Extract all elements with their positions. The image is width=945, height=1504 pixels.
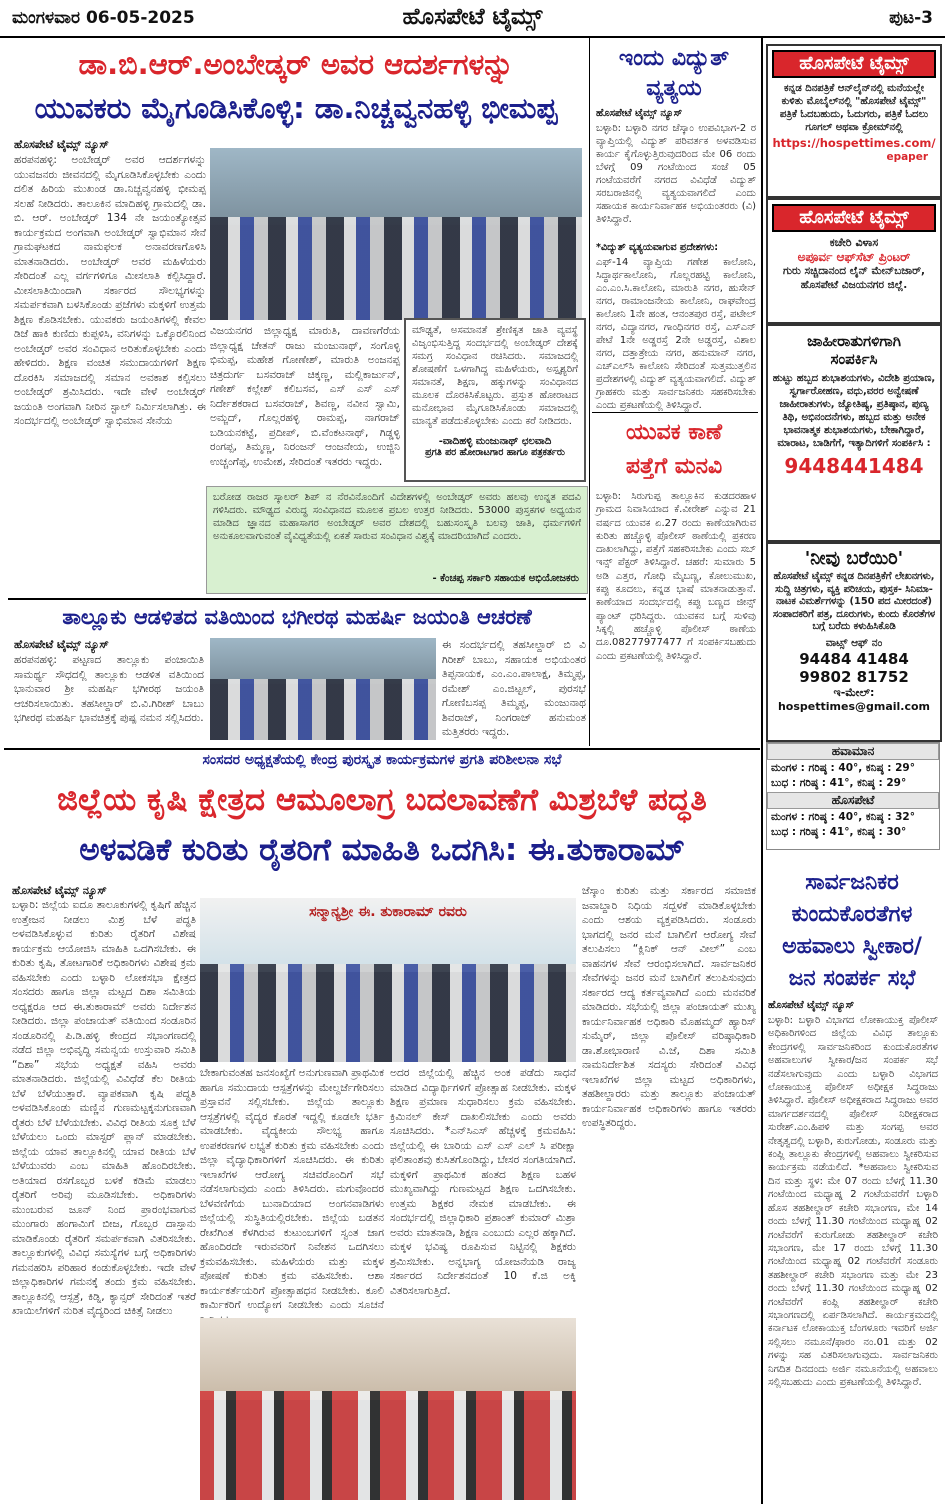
article1-highlight-author: - ಕೆಂಚಪ್ಪ ಸರ್ಕಾರಿ ಸಹಾಯಕ ಅಭಿಯೋಜಕರು: [432, 573, 579, 584]
article1-quote-text: ಮೌಢ್ಯತೆ, ಅಸಮಾನತೆ ಶ್ರೇಣಿಕೃತ ಜಾತಿ ವ್ಯವಸ್ಥೆ ವಿಜೃಂಭಿಸುತ್ತಿದ್ದ ಸಂದರ್ಭದಲ್ಲಿ ಅಂಬೇಡ್ಕರ್ ದೇಶಕ್ಕೆ ಸಮಗ್ರ ಸಂವಿಧಾನ ರಚಿಸಿದರು. ಸಮಾಜದಲ್ಲಿ ಶೋಷಣೆಗೆ ಒಳಗಾಗಿದ್ದ ಮಹಿಳೆಯರು, ಅಸ್ಪೃಶ್ಯರಿಗೆ ಸಮಾನತೆ, ಶಿಕ್ಷಣ, ಹಕ್ಕುಗಳನ್ನು ಸಂವಿಧಾನದ ಮೂಲಕ ದೊರಕಿಸಿಕೊಟ್ಟರು. ಪ್ರಸ್ತುತ ಹೋರಾಟದ ಮನೋಭಾವ ಮೈಗೂಡಿಸಿಕೊಂಡು ಸಮಾಜದಲ್ಲಿ ಮಾನ್ಯತೆ ಪಡೆದುಕೊಳ್ಳಬೇಕು ಎಂದು ಕರೆ ನೀಡಿದರು.: [412, 325, 578, 427]
missing-headline-line1: ಯುವಕ ಕಾಣೆ: [626, 420, 722, 445]
public-headline-line4: ಜನ ಸಂಪರ್ಕ ಸಭೆ: [788, 966, 916, 991]
photo-background: [210, 638, 436, 684]
photo-banner-text: ಸನ್ಮಾನ್ಯಶ್ರೀ ಈ. ತುಕಾರಾಮ್ ರವರು: [309, 904, 467, 920]
masthead: [0, 0, 945, 38]
separator: [592, 412, 758, 413]
article1-byline: ಹೊಸಪೇಟೆ ಟೈಮ್ಸ್ ನ್ಯೂಸ್: [14, 138, 109, 151]
article3-text-col4: ಜೆಸ್ಕಾಂ ಕುರಿತು ಮತ್ತು ಸರ್ಕಾರದ ಸಮಾಜಿಕ ಜವಾಬ್ದಾರಿ ನಿಧಿಯ ಸದ್ಬಳಕೆ ಮಾಡಿಕೊಳ್ಳಬೇಕು ಎಂದು ಆಶಯ ವ್ಯಕ್ತಪಡಿಸಿದರು. ಸಂಡೂರು ಭಾಗದಲ್ಲಿ ಜನರ ಮನೆ ಬಾಗಿಲಿಗೆ ಆರೋಗ್ಯ ಸೇವೆ ತಲುಪಿಸಲು “ಕ್ಲಿನಿಕ್ ಆನ್ ವೀಲ್” ಎಂಬ ವಾಹನಗಳ ಸೇವೆ ಆರಂಭಿಸಲಾಗಿದೆ. ಸಾರ್ವಜನಿಕರ ಸೇವೆಗಳನ್ನು ಜನರ ಮನೆ ಬಾಗಿಲಿಗೆ ತಲುಪಿಸುವುದು ಸರ್ಕಾರದ ಆದ್ಯ ಕರ್ತವ್ಯವಾಗಿದೆ ಎಂದು ಮನವರಿಕೆ ಮಾಡಿದರು. ಸಭೆಯಲ್ಲಿ ಜಿಲ್ಲಾ ಪಂಚಾಯತ್ ಮುಖ್ಯ ಕಾರ್ಯನಿರ್ವಾಹಕ ಅಧಿಕಾರಿ ಮೊಹಮ್ಮದ್ ಹ್ಯಾರಿಸ್ ಸುಮೈರ್, ಜಿಲ್ಲಾ ಪೊಲೀಸ್ ವರಿಷ್ಠಾಧಿಕಾರಿ ಡಾ.ಶೋಭಾರಾಣಿ ವಿ.ಜೆ, ದಿಶಾ ಸಮಿತಿ ನಾಮನಿರ್ದೇಶಿತ ಸದಸ್ಯರು ಸೇರಿದಂತೆ ವಿವಿಧ ಇಲಾಖೆಗಳ ಜಿಲ್ಲಾ ಮಟ್ಟದ ಅಧಿಕಾರಿಗಳು, ತಹಶೀಲ್ದಾರರು ಮತ್ತು ತಾಲ್ಲೂಕು ಪಂಚಾಯತ್ ಕಾರ್ಯನಿರ್ವಾಹಕ ಅಧಿಕಾರಿಗಳು ಹಾಗೂ ಇತರರು ಉಪಸ್ಥಿತರಿದ್ದರು.: [582, 885, 756, 1129]
article1-highlight-box: [206, 486, 588, 594]
column-divider-mid: [589, 38, 590, 746]
ad-epaper-text: ಕನ್ನಡ ದಿನಪತ್ರಿಕೆ ಆನ್‌ಲೈನ್‌ನಲ್ಲಿ ಮನೆಯಲ್ಲೇ ಕುಳಿತು ಮೊಬೈಲ್‌ನಲ್ಲಿ "ಹೊಸಪೇಟೆ ಟೈಮ್ಸ್" ಪತ್ರಿಕೆ ಓದಬಹುದು, ಓದುಗರು, ಪತ್ರಿಕೆ ಓದಲು ಗೂಗಲ್ ಅಥವಾ ಕ್ರೋಮ್‌ನಲ್ಲಿ: [779, 83, 929, 133]
photo-crowd: [210, 217, 582, 320]
power-byline: ಹೊಸಪೇಟೆ ಟೈಮ್ಸ್ ನ್ಯೂಸ್: [596, 108, 683, 119]
ad-office-title: ಹೊಸಪೇಟೆ ಟೈಮ್ಸ್: [772, 204, 936, 232]
ad-epaper-url[interactable]: https://hospettimes.com/: [772, 136, 936, 150]
ad-write-title: 'ನೀವು ಬರೆಯಿರಿ': [804, 548, 904, 569]
ad-epaper-title: ಹೊಸಪೇಟೆ ಟೈಮ್ಸ್: [772, 50, 936, 78]
article3-kicker: ಸಂಸದರ ಅಧ್ಯಕ್ಷತೆಯಲ್ಲಿ ಕೇಂದ್ರ ಪುರಸ್ಕೃತ ಕಾರ್ಯಕ್ರಮಗಳ ಪ್ರಗತಿ ಪರಿಶೀಲನಾ ಸಭೆ: [202, 752, 562, 768]
photo-background: [200, 1318, 576, 1400]
page-number: ಪುಟ-3: [889, 8, 933, 28]
article3-text-col1: ಬಳ್ಳಾರಿ: ಜಿಲ್ಲೆಯ ಐದೂ ತಾಲೂಕುಗಳಲ್ಲಿ ಕೃಷಿಗೆ ಹೆಚ್ಚಿನ ಉತ್ತೇಜನ ನೀಡಲು ಮಿಶ್ರ ಬೆಳೆ ಪದ್ಧತಿ ಅಳವಡಿಸಿಕೊಳ್ಳುವ ಕುರಿತು ರೈತರಿಗೆ ವಿಶೇಷ ಕಾರ್ಯಕ್ರಮ ಆಯೋಜಿಸಿ ಮಾಹಿತಿ ಒದಗಿಸಬೇಕು. ಈ ಕುರಿತು ಕೃಷಿ, ತೋಟಗಾರಿಕೆ ಅಧಿಕಾರಿಗಳು ವಿಶೇಷ ಕ್ರಮ ವಹಿಸಬೇಕು ಎಂದು ಬಳ್ಳಾರಿ ಲೋಕಸಭಾ ಕ್ಷೇತ್ರದ ಸಂಸದರು ಹಾಗೂ ಜಿಲ್ಲಾ ಮಟ್ಟದ ದಿಶಾ ಸಮಿತಿಯ ಅಧ್ಯಕ್ಷರೂ ಆದ ಈ.ತುಕಾರಾಮ್ ಅವರು ನಿರ್ದೇಶನ ನೀಡಿದರು. ಜಿಲ್ಲಾ ಪಂಚಾಯತ್ ವತಿಯಿಂದ ಸಂಡೂರಿನ ಸಂಡೂರಿನಲ್ಲಿ ಪಿ.ಡಿ.ಹಳ್ಳಿ ಕೇಂದ್ರದ ಸಭಾಂಗಣದಲ್ಲಿ ನಡೆದ ಜಿಲ್ಲಾ ಅಭಿವೃದ್ಧಿ ಸಮನ್ವಯ ಉಸ್ತುವಾರಿ ಸಮಿತಿ “ದಿಶಾ” ಸಭೆಯ ಅಧ್ಯಕ್ಷತೆ ವಹಿಸಿ ಅವರು ಮಾತನಾಡಿದರು. ಜಿಲ್ಲೆಯಲ್ಲಿ ವಿವಿಧೆಡೆ ಕೆಲ ರೀತಿಯ ಬೆಳೆ ಬೆಳೆಯುತ್ತಾರೆ. ವ್ಯಾಪಕವಾಗಿ ಕೃಷಿ ಪದ್ಧತಿ ಅಳವಡಿಸಿಕೊಂಡು ಮಣ್ಣಿನ ಗುಣಮಟ್ಟಕ್ಕನುಗುಣವಾಗಿ ರೈತರು ಬೆಳೆ ಬೆಳೆಯಬೇಕು. ವಿವಿಧ ರೀತಿಯ ಸೂಕ್ತ ಬೆಳೆ ಬೆಳೆಯಲು ಒಂದು ಮಾಸ್ಟರ್ ಪ್ಲಾನ್ ಮಾಡಬೇಕು. ಜಿಲ್ಲೆಯ ಯಾವ ತಾಲ್ಲೂಕಿನಲ್ಲಿ ಯಾವ ರೀತಿಯ ಬೆಳೆ ಬೆಳೆಯುವರು ಎಂಬ ಮಾಹಿತಿ ಹೊಂದಿರಬೇಕು. ಅತಿಯಾದ ರಸಗೊಬ್ಬರ ಬಳಕೆ ಕಡಿಮೆ ಮಾಡಲು ರೈತರಿಗೆ ಅರಿವು ಮೂಡಿಸಬೇಕು. ಅಧಿಕಾರಿಗಳು ಮುಂಬರುವ ಜೂನ್ ನಿಂದ ಪ್ರಾರಂಭವಾಗುವ ಮುಂಗಾರು ಹಂಗಾಮಿಗೆ ಬೀಜ, ಗೊಬ್ಬರ ದಾಸ್ತಾನು ಮಾಡಿಕೊಂಡು ರೈತರಿಗೆ ಸಮರ್ಪಕವಾಗಿ ವಿತರಿಸಬೇಕು. ತಾಲ್ಲೂಕುಗಳಲ್ಲಿ ವಿವಿಧ ಸಮಸ್ಯೆಗಳ ಬಗ್ಗೆ ಅಧಿಕಾರಿಗಳು ಗಮನಹರಿಸಿ ಪರಿಹಾರ ಕಂಡುಕೊಳ್ಳಬೇಕು. ಇದೇ ವೇಳೆ ಜಿಲ್ಲಾಧಿಕಾರಿಗಳ ಗಮನಕ್ಕೆ ತಂದು ಕ್ರಮ ವಹಿಸಬೇಕು. ತಾಲ್ಲೂಕಿನಲ್ಲಿ ಆಸ್ಪತ್ರೆ, ಕಿಡ್ನಿ, ಕ್ಯಾನ್ಸರ್ ಸೇರಿದಂತೆ ಇತರೆ ಖಾಯಿಲೆಗಳಿಗೆ ನುರಿತ ವೈದ್ಯರಿಂದ ಚಿಕಿತ್ಸೆ ನೀಡಲು: [12, 899, 196, 1317]
article3-headline-line1: ಜಿಲ್ಲೆಯ ಕೃಷಿ ಕ್ಷೇತ್ರದ ಆಮೂಲಾಗ್ರ ಬದಲಾವಣೆಗೆ ಮಿಶ್ರಬೆಳೆ ಪದ್ಧತಿ: [57, 782, 707, 818]
public-text: ಬಳ್ಳಾರಿ: ಬಳ್ಳಾರಿ ವಿಭಾಗದ ಲೋಕಾಯುಕ್ತ ಪೊಲೀಸ್ ಅಧಿಕಾರಿಗಳಿಂದ ಜಿಲ್ಲೆಯ ವಿವಿಧ ತಾಲ್ಲೂಕು ಕೇಂದ್ರಗಳಲ್ಲಿ ಸಾರ್ವಜನಿಕರಿಂದ ಕುಂದುಕೊರತೆಗಳ ಅಹವಾಲುಗಳ ಸ್ವೀಕಾರ/ಜನ ಸಂಪರ್ಕ ಸಭೆ ನಡೆಸಲಾಗುವುದು ಎಂದು ಬಳ್ಳಾರಿ ವಿಭಾಗದ ಲೋಕಾಯುಕ್ತ ಪೊಲೀಸ್ ಅಧೀಕ್ಷಕ ಸಿದ್ಧರಾಜು ತಿಳಿಸಿದ್ದಾರೆ. ಪೊಲೀಸ್ ಅಧೀಕ್ಷಕರಾದ ಸಿದ್ಧರಾಜು ಅವರ ಮಾರ್ಗದರ್ಶನದಲ್ಲಿ ಪೊಲೀಸ್ ನಿರೀಕ್ಷಕರಾದ ಸುರೇಶ್.ಎಂ.ಹಿಪಳಿ ಮತ್ತು ಸಂಗಪ್ಪ ಅವರ ನೇತೃತ್ವದಲ್ಲಿ ಬಳ್ಳಾರಿ, ಕುರುಗೋಡು, ಸಂಡೂರು ಮತ್ತು ಕಂಪ್ಲಿ ತಾಲ್ಲೂಕು ಕೇಂದ್ರಗಳಲ್ಲಿ ಅಹವಾಲು ಸ್ವೀಕರಿಸುವ ಕಾರ್ಯಕ್ರಮ ನಡೆಯಲಿದೆ. *ಅಹವಾಲು ಸ್ವೀಕರಿಸುವ ದಿನ ಮತ್ತು ಸ್ಥಳ: ಮೇ 07 ರಂದು ಬೆಳಗ್ಗೆ 11.30 ಗಂಟೆಯಿಂದ ಮಧ್ಯಾಹ್ನ 2 ಗಂಟೆಯವರೆಗೆ ಬಳ್ಳಾರಿ ಹೊಸ ತಹಶೀಲ್ದಾರ್ ಕಚೇರಿ ಸಭಾಂಗಣ, ಮೇ 14 ರಂದು ಬೆಳಗ್ಗೆ 11.30 ಗಂಟೆಯಿಂದ ಮಧ್ಯಾಹ್ನ 02 ಗಂಟೆವರೆಗೆ ಕುರುಗೋಡು ತಹಶೀಲ್ದಾರ್ ಕಚೇರಿ ಸಭಾಂಗಣ, ಮೇ 17 ರಂದು ಬೆಳಗ್ಗೆ 11.30 ಗಂಟೆಯಿಂದ ಮಧ್ಯಾಹ್ನ 02 ಗಂಟೆವರೆಗೆ ಸಂಡೂರು ತಹಶೀಲ್ದಾರ್ ಕಚೇರಿ ಸಭಾಂಗಣ ಮತ್ತು ಮೇ 23 ರಂದು ಬೆಳಗ್ಗೆ 11.30 ಗಂಟೆಯಿಂದ ಮಧ್ಯಾಹ್ನ 02 ಗಂಟೆವರೆಗೆ ಕಂಪ್ಲಿ ತಹಶೀಲ್ದಾರ್ ಕಚೇರಿ ಸಭಾಂಗಣದಲ್ಲಿ ಏರ್ಪಡಿಸಲಾಗಿದೆ. ಕಾರ್ಯಕ್ರಮದಲ್ಲಿ ಕರ್ನಾಟಕ ಲೋಕಾಯುಕ್ತ ಬೆಂಗಳೂರು ಇವರಿಗೆ ಅರ್ಜಿ ಸಲ್ಲಿಸಲು ನಮೂನೆ/ಫಾರಂ ನಂ.01 ಮತ್ತು 02 ಗಳನ್ನು ಸಹ ವಿತರಿಸಲಾಗುವುದು. ಸಾರ್ವಜನಿಕರು ನಿಗದಿತ ದಿನದಂದು ಅರ್ಜಿ ನಮೂನೆಯಲ್ಲಿ ಅಹವಾಲು ಸಲ್ಲಿಸಬಹುದು ಎಂದು ಪ್ರಕಟಣೆಯಲ್ಲಿ ತಿಳಿಸಿದ್ದಾರೆ.: [768, 1015, 938, 1388]
ad-write-phone1[interactable]: 94484 41484: [799, 649, 909, 668]
article1-text-col2: ವಿಜಯನಗರ ಜಿಲ್ಲಾಧ್ಯಕ್ಷ ಮಾರುತಿ, ದಾವಣಗೆರೆಯ ಜಿಲ್ಲಾಧ್ಯಕ್ಷ ಚೇತನ್ ರಾಜು ಮಂಜುನಾಥ್, ಸಂಗೊಳ್ಳಿ ಭಿಮಪ್ಪ, ಮಹೇಶ ಗೋಣೇಶ್, ಮಾರುತಿ ಅಂಜನಪ್ಪ ಚಿತ್ರದುರ್ಗ ಬಸವರಾಜ್ ಚಿಕ್ಕಣ್ಣ, ಮಲ್ಲಿಕಾರ್ಜುನ್, ಗಣೇಶ್ ಕಲ್ಲೇಶ್ ಕಲಿಬಸವ, ಎಸ್ ಎಸ್ ಎಸ್ ನಿರ್ದೇಶಕರಾದ ಬಸವರಾಜ್, ಶಿವಣ್ಣ, ನವೀನ ಸ್ವಾಮಿ, ಅಮ್ಜದ್, ಗೊಲ್ಲರಹಳ್ಳಿ ರಾಮಪ್ಪ, ನಾಗರಾಜ್ ಬಡಿಯನಕಟ್ಟೆ, ಪ್ರದೀಪ್, ಬಿ.ವೆಂಕಟನಾಥ್, ಗಿಡ್ಡಳ್ಳಿ ರಂಗಪ್ಪ, ತಿಮ್ಮಣ್ಣ, ನಿರಂಜನ್ ಆಂಜನೇಯ, ಉಜ್ಜಿನಿ ಉಚ್ಚಂಗೆಪ್ಪ, ಉಮೇಶ, ಸೇರಿದಂತೆ ಇತರರು ಇದ್ದರು.: [210, 325, 400, 468]
photo-audience: [200, 1391, 576, 1500]
missing-headline-line2: ಪತ್ತೆಗೆ ಮನವಿ: [625, 454, 723, 479]
article3-text-col2: ಬೇಕಾಗುವಂತಹ ಜನಸಂಖ್ಯೆಗೆ ಅನುಗುಣವಾಗಿ ಪ್ರಾಥಮಿಕ ಹಾಗೂ ಸಮುದಾಯ ಆಸ್ಪತ್ರೆಗಳನ್ನು ಮೇಲ್ದರ್ಜೆಗೇರಿಸಲು ಪ್ರಸ್ತಾವನೆ ಸಲ್ಲಿಸಬೇಕು. ಜಿಲ್ಲೆಯ ತಾಲ್ಲೂಕು ಆಸ್ಪತ್ರೆಗಳಲ್ಲಿ ವೈದ್ಯರ ಕೊರತೆ ಇದ್ದಲ್ಲಿ ಕೂಡಲೇ ಭರ್ತಿ ಮಾಡಬೇಕು. ವೈದ್ಯಕೀಯ ಸೌಲಭ್ಯ ಹಾಗೂ ಉಪಕರಣಗಳ ಲಭ್ಯತೆ ಕುರಿತು ಕ್ರಮ ವಹಿಸಬೇಕು ಎಂದು ಜಿಲ್ಲಾ ವೈದ್ಯಾಧಿಕಾರಿಗಳಿಗೆ ಸೂಚಿಸಿದರು. ಈ ಕುರಿತು ಇಲಾಖೆಗಳ ಆರೋಗ್ಯ ಸಚಿವರೊಂದಿಗೆ ಸಭೆ ನಡೆಸಲಾಗುವುದು ಎಂದು ತಿಳಿಸಿದರು. ಮಗುವೊಂದರ ಬೆಳವಣಿಗೆಯ ಬುನಾದಿಯಾದ ಅಂಗನವಾಡಿಗಳು ಜಿಲ್ಲೆಯಲ್ಲಿ ಸುಸ್ಥಿತಿಯಲ್ಲಿರಬೇಕು. ಜಿಲ್ಲೆಯ ಬಡತನ ರೇಖೆಗಿಂತ ಕೆಳಗಿರುವ ಕುಟುಂಬಗಳಿಗೆ ಸ್ವಂತ ಜಾಗ ಹೊಂದಿರದೇ ಇರುವವರಿಗೆ ನಿವೇಶನ ಒದಗಿಸಲು ಕ್ರಮವಹಿಸಬೇಕು. ಮಹಿಳೆಯರು ಮತ್ತು ಮಕ್ಕಳ ಪೋಷಣೆ ಕುರಿತು ಕ್ರಮ ವಹಿಸಬೇಕು. ಆಶಾ ಕಾರ್ಯಕರ್ತೆಯರಿಗೆ ಪ್ರೋತ್ಸಾಹಧನ ನೀಡಬೇಕು. ಕೂಲಿ ಕಾರ್ಮಿಕರಿಗೆ ಉದ್ಯೋಗ ನೀಡಬೇಕು ಎಂದು ಸೂಚನೆ: [200, 1067, 384, 1311]
issue-date: ಮಂಗಳವಾರ 06-05-2025: [12, 8, 195, 28]
public-byline: ಹೊಸಪೇಟೆ ಟೈಮ್ಸ್ ನ್ಯೂಸ್: [768, 1000, 855, 1011]
ad-office-printer: ಅಪೂರ್ವ ಆಫ್‌ಸೆಟ್ ಪ್ರಿಂಟರ್: [797, 250, 911, 264]
article3-photo-top: [200, 898, 576, 1062]
power-text2: ಎಫ್-14 ವ್ಯಾಪ್ತಿಯ ಗಣೇಶ ಕಾಲೋನಿ, ಸಿದ್ಧಾರ್ಥಕಾಲೋನಿ, ಗೊಲ್ಲರಹಟ್ಟಿ ಕಾಲೋನಿ, ಎಂ.ಎಂ.ಸಿ.ಕಾಲೋನಿ, ಮಾರುತಿ ನಗರ, ಹುಸೇನ್ ನಗರ, ರಾಮಾಂಜನೇಯ ಕಾಲೋನಿ, ರಾಘವೇಂದ್ರ ಕಾಲೋನಿ 1ನೇ ಹಂತ, ಆನಂತಪುರ ರಸ್ತೆ, ಪಟೇಲ್ ನಗರ, ವಿದ್ಯಾನಗರ, ಗಾಂಧಿನಗರ ರಸ್ತೆ, ಎಸ್‌ಎನ್ ಪೇಟೆ 1ನೇ ಅಡ್ಡರಸ್ತೆ 2ನೇ ಅಡ್ಡರಸ್ತೆ, ವಿಶಾಲ ನಗರ, ದತ್ತಾತ್ರೇಯ ನಗರ, ಹನುಮಾನ್ ನಗರ, ಎಚ್‌ಎಲ್‌ಸಿ ಕಾಲೋನಿ ಸೇರಿದಂತೆ ಸುತ್ತಮುತ್ತಲಿನ ಪ್ರದೇಶಗಳಲ್ಲಿ ವಿದ್ಯುತ್ ವ್ಯತ್ಯಯವಾಗಲಿದೆ. ವಿದ್ಯುತ್ ಗ್ರಾಹಕರು ಮತ್ತು ಸಾರ್ವಜನಿಕರು ಸಹಕರಿಸಬೇಕು ಎಂದು ಪ್ರಕಟಣೆಯಲ್ಲಿ ತಿಳಿಸಿದ್ದಾರೆ.: [596, 257, 756, 411]
ad-write-text: ಹೊಸಪೇಟೆ ಟೈಮ್ಸ್ ಕನ್ನಡ ದಿನಪತ್ರಿಕೆಗೆ ಲೇಖನಗಳು, ಸುದ್ದಿ ಚಿತ್ರಗಳು, ವ್ಯಕ್ತಿ ಪರಿಚಯ, ಪುಸ್ತಕ- ಸಿನಿಮಾ-ನಾಟಕ ವಿಮರ್ಶೆಗಳನ್ನು (150 ಪದ ಮೀರದಂತೆ) ಸಂಪಾದಕರಿಗೆ ಪತ್ರ, ದೂರುಗಳು, ಕುಂದು ಕೊರತೆಗಳ ಬಗ್ಗೆ ಬರೆದು ಕಳುಹಿಸಿಕೊಡಿ: [772, 571, 936, 632]
weather-row: ಬುಧ : ಗರಿಷ್ಠ : 41°, ಕನಿಷ್ಠ : 29°: [771, 777, 907, 789]
article1-quote-box: [404, 318, 586, 482]
ad-write-email[interactable]: ಇ-ಮೇಲ್: hospettimes@gmail.com: [777, 685, 931, 713]
weather-row: ಮಂಗಳ : ಗರಿಷ್ಠ : 40°, ಕನಿಷ್ಠ : 29°: [771, 762, 915, 774]
newspaper-title: ಹೊಸಪೇಟೆ ಟೈಮ್ಸ್: [402, 4, 543, 30]
public-headline-line3: ಅಹವಾಲು ಸ್ವೀಕಾರ/: [782, 934, 922, 959]
article3-photo-bottom: [200, 1318, 576, 1500]
power-text1: ಬಳ್ಳಾರಿ: ಬಳ್ಳಾರಿ ನಗರ ಜೆಸ್ಕಾಂ ಉಪವಿಭಾಗ-2 ರ ವ್ಯಾಪ್ತಿಯಲ್ಲಿ ವಿದ್ಯುತ್ ಪರಿವರ್ತಕ ಅಳವಡಿಸುವ ಕಾರ್ಯ ಕೈಗೊಳ್ಳುತ್ತಿರುವುದರಿಂದ ಮೇ 06 ರಂದು ಬೆಳಗ್ಗೆ 09 ಗಂಟೆಯಿಂದ ಸಂಜೆ 05 ಗಂಟೆಯವರೆಗೆ ನಗರದ ವಿವಿಧೆಡೆ ವಿದ್ಯುತ್ ಸರಬರಾಜಿನಲ್ಲಿ ವ್ಯತ್ಯಯವಾಗಲಿದೆ ಎಂದು ಸಹಾಯಕ ಕಾರ್ಯನಿರ್ವಾಹಕ ಅಭಿಯಂತರರು (ವಿ) ತಿಳಿಸಿದ್ದಾರೆ.: [596, 123, 756, 225]
article1-headline-line2: ಯುವಕರು ಮೈಗೂಡಿಸಿಕೊಳ್ಳಿ: ಡಾ.ನಿಚ್ಚವ್ವನಹಳ್ಳಿ ಭೀಮಪ್ಪ: [34, 91, 558, 125]
article3-headline-line2: ಅಳವಡಿಕೆ ಕುರಿತು ರೈತರಿಗೆ ಮಾಹಿತಿ ಒದಗಿಸಿ: ಈ.ತುಕಾರಾಮ್: [79, 832, 685, 868]
ad-contact-subtitle: ಸಂಪರ್ಕಿಸಿ: [830, 350, 878, 368]
weather-title: ಹವಾಮಾನ: [767, 743, 939, 760]
weather-box: [766, 742, 940, 850]
public-headline-line1: ಸಾರ್ವಜನಿಕರ: [805, 870, 899, 895]
ad-contact-title: ಜಾಹೀರಾತುಗಳಿಗಾಗಿ: [807, 332, 901, 350]
article1-quote-author: -ವಾದಿಹಳ್ಳಿ ಮಂಜುನಾಥ್ ಛಲವಾದಿ: [438, 436, 552, 447]
column-divider: [761, 38, 763, 1504]
photo-meeting: [200, 964, 576, 1062]
ad-epaper: [766, 44, 942, 198]
missing-text: ಬಳ್ಳಾರಿ: ಸಿರುಗುಪ್ಪ ತಾಲ್ಲೂಕಿನ ಕುಡದರಹಾಳ ಗ್ರಾಮದ ನಿವಾಸಿಯಾದ ಕೆ.ವೀರೇಶ್ ಎನ್ನುವ 21 ವರ್ಷದ ಯುವಕ ಏ.27 ರಂದು ಕಾಣೆಯಾಗಿರುವ ಕುರಿತು ಹಚ್ಚೊಳ್ಳಿ ಪೊಲೀಸ್ ಠಾಣೆಯಲ್ಲಿ ಪ್ರಕರಣ ದಾಖಲಾಗಿದ್ದು, ಪತ್ತೆಗೆ ಸಹಕರಿಸಬೇಕು ಎಂದು ಸಬ್ ಇನ್ಸ್ ಪೆಕ್ಟರ್ ತಿಳಿಸಿದ್ದಾರೆ. ಚಹರೆ: ಸುಮಾರು 5 ಅಡಿ ಎತ್ತರ, ಗೋಧಿ ಮೈಬಣ್ಣ, ಕೋಲುಮುಖ, ಕಪ್ಪು ಕೂದಲು, ಕನ್ನಡ ಭಾಷೆ ಮಾತನಾಡುತ್ತಾನೆ. ಕಾಣೆಯಾದ ಸಂದರ್ಭದಲ್ಲಿ ಕಪ್ಪು ಬಣ್ಣದ ಜೀನ್ಸ್ ಪ್ಯಾಂಟ್ ಧರಿಸಿದ್ದರು. ಯುವಕನ ಬಗ್ಗೆ ಸುಳಿವು ಸಿಕ್ಕಲ್ಲಿ ಹಚ್ಚೊಳ್ಳಿ ಪೊಲೀಸ್ ಠಾಣೆಯ ದೂ.08277977477 ಗೆ ಸಂಪರ್ಕಿಸಬಹುದು ಎಂದು ಪ್ರಕಟಣೆಯಲ್ಲಿ ತಿಳಿಸಿದ್ದಾರೆ.: [596, 491, 756, 662]
ad-office-label: ಕಚೇರಿ ವಿಳಾಸ: [829, 236, 879, 249]
article2-headline: ತಾಲ್ಲೂಕು ಆಡಳಿತದ ವತಿಯಿಂದ ಭಗೀರಥ ಮಹರ್ಷಿ ಜಯಂತಿ ಆಚರಣೆ: [62, 605, 532, 629]
ad-office-address: ಗುರು ಸಚ್ಚಿದಾನಂದ ಲೈನ್ ಮೇನ್‌ಬಜಾರ್, ಹೊಸಪೇಟೆ ವಿಜಯನಗರ ಜಿಲ್ಲೆ.: [782, 265, 926, 291]
article1-quote-role: ಪ್ರಗತಿ ಪರ ಹೋರಾಟಗಾರ ಹಾಗೂ ಪತ್ರಕರ್ತರು: [425, 447, 565, 458]
power-subhead: *ವಿದ್ಯುತ್ ವ್ಯತ್ಯಯವಾಗುವ ಪ್ರದೇಶಗಳು:: [596, 242, 719, 253]
article1-headline-line1: ಡಾ.ಬಿ.ಆರ್.ಅಂಬೇಡ್ಕರ್ ಅವರ ಆದರ್ಶಗಳನ್ನು: [78, 47, 514, 81]
separator: [4, 748, 760, 750]
ad-contact: [766, 324, 942, 542]
article1-photo: [210, 148, 582, 320]
article3-byline: ಹೊಸಪೇಟೆ ಟೈಮ್ಸ್ ನ್ಯೂಸ್: [12, 884, 107, 897]
ad-write-phone2[interactable]: 99802 81752: [799, 667, 909, 686]
article2-text-col1: ಹರಪನಹಳ್ಳಿ: ಪಟ್ಟಣದ ತಾಲ್ಲೂಕು ಪಂಚಾಯಿತಿ ಸಾಮರ್ಥ್ಯ ಸೌಧದಲ್ಲಿ ತಾಲ್ಲೂಕು ಆಡಳಿತ ವತಿಯಿಂದ ಭಾನುವಾರ ಶ್ರೀ ಮಹರ್ಷಿ ಭಗೀರಥ ಜಯಂತಿ ಆಚರಿಸಲಾಯಿತು. ತಹಸೀಲ್ದಾರ್ ಬಿ.ವಿ.ಗಿರೀಶ್ ಬಾಬು ಭಗೀರಥ ಮಹರ್ಷಿ ಭಾವಚಿತ್ರಕ್ಕೆ ಪುಷ್ಪ ನಮನ ಸಲ್ಲಿಸಿದರು.: [14, 654, 204, 724]
article1-text-col1: ಹರಪನಹಳ್ಳಿ: ಅಂಬೇಡ್ಕರ್ ಅವರ ಆದರ್ಶಗಳನ್ನು ಯುವಜನರು ಜೀವನದಲ್ಲಿ ಮೈಗೂಡಿಸಿಕೊಳ್ಳಬೇಕು ಎಂದು ದಲಿತ ಹಿರಿಯ ಮುಖಂಡ ಡಾ.ನಿಚ್ಚವ್ವನಹಳ್ಳಿ ಭೀಮಪ್ಪ ಸಲಹೆ ನೀಡಿದರು. ತಾಲೂಕಿನ ಮಾದಿಹಳ್ಳಿ ಗ್ರಾಮದಲ್ಲಿ ಡಾ. ಬಿ. ಆರ್. ಅಂಬೇಡ್ಕರ್ 134 ನೇ ಜಯಂತ್ಯೋತ್ಸವ ಕಾರ್ಯಕ್ರಮದ ಅಂಗವಾಗಿ ಅಂಬೇಡ್ಕರ್ ಸ್ವಾಭಿಮಾನ ಸೇನೆ ಗ್ರಾಮಘಟಕದ ನಾಮಫಲಕ ಅನಾವರಣಗೊಳಿಸಿ ಮಾತನಾಡಿದರು. ಅಂಬೇಡ್ಕರ್ ಅವರ ಮಹಿಳೆಯರು ಸೇರಿದಂತೆ ಎಲ್ಲ ವರ್ಗಗಳಿಗೂ ಮೀಸಲಾತಿ ಕಲ್ಪಿಸಿದ್ದಾರೆ. ಮೀಸಲಾತಿಯಿಂದಾಗಿ ಸರ್ಕಾರದ ಸೌಲಭ್ಯಗಳನ್ನು ಸಮರ್ಪಕವಾಗಿ ಬಳಸಿಕೊಂಡು ಪ್ರಜೆಗಳು ಮಕ್ಕಳಿಗೆ ಉತ್ತಮ ಶಿಕ್ಷಣ ಕೊಡಿಸಬೇಕು. ಯುವಕರು ಜಯಂತಿಗಳಲ್ಲಿ ಕೇವಲ ಡಿಜೆ ಹಾಕಿ ಕುಣಿದು ಕುಪ್ಪಳಿಸಿ, ವನಿಗಳನ್ನು ಒಕ್ಕೊರಲಿನಿಂದ ಅಂಬೇಡ್ಕರ್ ಅವರ ಸಂವಿಧಾನ ಅರಿತುಕೊಳ್ಳಬೇಕು ಎಂದು ಹೇಳಿದರು. ಶಿಕ್ಷಣ ವಂಚಿತ ಸಮುದಾಯಗಳಿಗೆ ಶಿಕ್ಷಣ ದೊರಕಿಸಿ ಸಮಾಜದಲ್ಲಿ ಸಮಾನ ಅವಕಾಶ ಕಲ್ಪಿಸಲು ಅಂಬೇಡ್ಕರ್ ಶ್ರಮಿಸಿದರು. ಇದೇ ವೇಳೆ ಅಂಬೇಡ್ಕರ್ ಜಯಂತಿ ಅಂಗವಾಗಿ ನೀರಿನ ಸ್ಟಾಲ್ ನಿರ್ಮಿಸಲಾಗಿತ್ತು. ಈ ಸಂದರ್ಭದಲ್ಲಿ ಅಂಬೇಡ್ಕರ್ ಸ್ವಾಭಿಮಾನ ಸೇನೆಯ: [14, 154, 206, 427]
article2-photo: [210, 638, 436, 740]
article3-text-col3: ಅದರ ಜಿಲ್ಲೆಯಲ್ಲಿ ಹೆಚ್ಚಿನ ಅಂಕ ಪಡೆದು ಸಾಧನೆ ಮಾಡಿದ ವಿದ್ಯಾರ್ಥಿಗಳಿಗೆ ಪ್ರೋತ್ಸಾಹ ನೀಡಬೇಕು. ಮಕ್ಕಳ ಶಿಕ್ಷಣ ಪ್ರಮಾಣ ಸುಧಾರಿಸಲು ಕ್ರಮ ವಹಿಸಬೇಕು. ಕ್ರಿಮಿನಲ್ ಕೇಸ್ ದಾಖಲಿಸಬೇಕು ಎಂದು ಅವರು ಸೂಚಿಸಿದರು. *ಎನ್‌ಸಿಎಸ್ ಹೆಚ್ಚಳಕ್ಕೆ ಕ್ರಮವಹಿಸಿ: ಜಿಲ್ಲೆಯಲ್ಲಿ ಈ ಬಾರಿಯ ಎಸ್ ಎಸ್ ಎಲ್ ಸಿ ಪರೀಕ್ಷಾ ಫಲಿತಾಂಶವು ಕುಸಿತಗೊಂಡಿದ್ದು, ಬೇಸರ ಸಂಗತಿಯಾಗಿದೆ. ಮಕ್ಕಳಿಗೆ ಪ್ರಾಥಮಿಕ ಹಂತದ ಶಿಕ್ಷಣ ಬಹಳ ಮುಖ್ಯವಾಗಿದ್ದು ಗುಣಮಟ್ಟದ ಶಿಕ್ಷಣ ಒದಗಿಸಬೇಕು. ಉತ್ತಮ ಶಿಕ್ಷಕರ ನೇಮಕ ಮಾಡಬೇಕು. ಈ ಸಂದರ್ಭದಲ್ಲಿ ಜಿಲ್ಲಾಧಿಕಾರಿ ಪ್ರಶಾಂತ್ ಕುಮಾರ್ ಮಿಶ್ರಾ ಅವರು ಮಾತನಾಡಿ, ಶಿಕ್ಷಣ ಎಂಬುದು ಎಲ್ಲರ ಹಕ್ಕಾಗಿದೆ. ಮಕ್ಕಳ ಭವಿಷ್ಯ ರೂಪಿಸುವ ನಿಟ್ಟಿನಲ್ಲಿ ಶಿಕ್ಷಕರು ಶ್ರಮಿಸಬೇಕು. ಅನ್ನಭಾಗ್ಯ ಯೋಜನೆಯಡಿ ರಾಜ್ಯ ಸರ್ಕಾರದ ನಿರ್ದೇಶನದಂತೆ 10 ಕೆ.ಜಿ ಅಕ್ಕಿ ವಿತರಿಸಲಾಗುತ್ತಿದೆ.: [390, 1067, 576, 1297]
article1-highlight-text: ಬರೋಡ ರಾಜರ ಸ್ಕಾಲರ್ ಶಿಪ್ ನ ನೆರವಿನೊಂದಿಗೆ ವಿದೇಶಗಳಲ್ಲಿ ಅಂಬೇಡ್ಕರ್ ಅವರು ಹಲವು ಉನ್ನತ ಪದವಿ ಗಳಿಸಿದರು. ಮೌಢ್ಯದ ವಿರುದ್ಧ ಸಂವಿಧಾನದ ಮೂಲಕ ಪ್ರಬಲ ಉತ್ತರ ನೀಡಿದರು. 53000 ಪುಸ್ತಕಗಳ ಅಧ್ಯಯನ ಮಾಡಿದ ಜ್ಞಾನದ ಮಹಾಸಾಗರ ಅಂಬೇಡ್ಕರ್ ಅವರ ದೇಶದಲ್ಲಿ ಬಹುಸಂಸ್ಕೃತಿ ಬಲವು ಜಾತಿ, ಧರ್ಮಗಳಿಗೆ ಅನುಕೂಲವಾಗುವಂತೆ ವೈವಿಧ್ಯತೆಯಲ್ಲಿ ಏಕತೆ ಸಾರುವ ಸಂವಿಧಾನ ವಿಶ್ವಕ್ಕೆ ಮಾದರಿಯಾಗಿದೆ ಎಂದರು.: [213, 492, 581, 542]
article2-text-col2: ಈ ಸಂದರ್ಭದಲ್ಲಿ ತಹಸೀಲ್ದಾರ್ ಬಿ ವಿ ಗಿರೀಶ್ ಬಾಬು, ಸಹಾಯಕ ಅಭಿಯಂತರ ತಿಪ್ಪನಾಯಕ, ಎಂ.ಎಂ.ಪಾಲಾಕ್ಷ, ತಿಮ್ಮಪ್ಪ, ರಮೇಶ್ ಎಂ.ಜಿಟ್ಟಲ್, ಪುರಸಭೆ ಗೋಣಿಬಸಪ್ಪ ತಿಮ್ಮಪ್ಪ, ಮಂಜುನಾಥ ಶಿವರಾಜ್, ನಿಂಗರಾಜ್ ಹನುಮಂತ ಮತ್ತಿತರರು ಇದ್ದರು.: [442, 639, 586, 738]
article2-byline: ಹೊಸಪೇಟೆ ಟೈಮ್ಸ್ ನ್ಯೂಸ್: [14, 638, 109, 651]
weather-row: ಮಂಗಳ : ಗರಿಷ್ಠ : 40°, ಕನಿಷ್ಠ : 32°: [771, 811, 915, 823]
photo-crowd: [210, 679, 436, 740]
ad-write: [766, 542, 942, 742]
separator: [8, 598, 586, 600]
ad-contact-text: ಹುಟ್ಟು ಹಬ್ಬದ ಶುಭಾಶಯಗಳು, ವಿದೇಶಿ ಪ್ರಯಾಣ, ಸ್ವರ್ಗಾರೋಹಣ, ವಧು,ವರರ ಅನ್ವೇಷಣೆ ಜಾಹೀರಾತುಗಳು, ಜ್ಯೋತಿಷ್ಯ, ಪ್ರತಿಷ್ಠಾನ, ಪುಣ್ಯ ತಿಥಿ, ಅಭಿನಂದನೆಗಳು, ಹಬ್ಬದ ಮತ್ತು ಅನೇಕ ಭಾವನಾತ್ಮಕ ಶುಭಾಶಯಗಳು, ಬೇಕಾಗಿದ್ದಾರೆ, ಮಾರಾಟ, ಬಾಡಿಗೆಗೆ, ಇತ್ಯಾದಿಗಳಿಗೆ ಸಂಪರ್ಕಿಸಿ :: [772, 373, 936, 449]
public-headline-line2: ಕುಂದುಕೊರತೆಗಳ: [791, 902, 913, 927]
photo-background: [210, 148, 582, 225]
weather-row: ಬುಧ : ಗರಿಷ್ಠ : 41°, ಕನಿಷ್ಠ : 30°: [771, 826, 907, 838]
power-headline-line1: ಇಂದು ವಿದ್ಯುತ್: [618, 46, 730, 71]
power-headline-line2: ವ್ಯತ್ಯಯ: [646, 76, 702, 101]
ad-epaper-url-suffix[interactable]: epaper: [886, 151, 928, 163]
ad-contact-phone[interactable]: 9448441484: [784, 454, 924, 478]
ad-write-whatsapp-label: ವಾಟ್ಸ್ ಆಫ್ ನಂ: [825, 636, 883, 649]
ad-office: [766, 198, 942, 324]
weather-city: ಹೊಸಪೇಟೆ: [767, 792, 939, 809]
